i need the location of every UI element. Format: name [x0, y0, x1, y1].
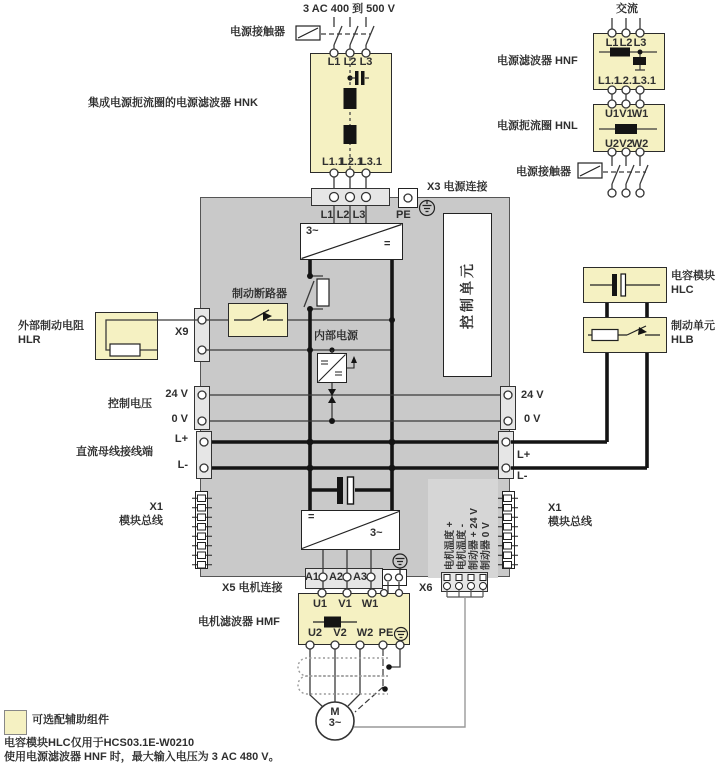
hlc-name: 电容模块: [671, 270, 715, 282]
hnf-terminal: L3: [633, 37, 647, 49]
x9-label: X9: [175, 326, 189, 338]
hmf-label: 电机滤波器 HMF: [198, 616, 280, 628]
hnk-terminal: L3: [359, 56, 373, 68]
x1-left-label: X1: [149, 501, 163, 513]
rectifier-ac-symbol: 3~: [306, 225, 319, 237]
x6-signal-motor-temp-plus: 电机温度 +: [445, 521, 456, 570]
v24-left: 24 V: [165, 388, 188, 400]
hmf-terminal: PE: [378, 627, 394, 639]
hnf-terminal: L1: [605, 37, 619, 49]
ac-label: 交流: [616, 3, 638, 15]
hlr-name: 外部制动电阻: [18, 320, 84, 332]
hmf-terminal: U2: [307, 627, 323, 639]
hnl-label: 电源扼流圈 HNL: [497, 120, 578, 132]
v24-right: 24 V: [521, 389, 544, 401]
input-terminal: L1: [320, 209, 334, 221]
hlc-symbol: [590, 274, 660, 296]
hnf-label: 电源滤波器 HNF: [497, 55, 578, 67]
chopper-label: 制动断路器: [232, 288, 287, 300]
hmf-internal-symbols: [313, 617, 357, 628]
control-voltage-label: 控制电压: [108, 398, 152, 410]
x6-label: X6: [419, 582, 433, 594]
hlb-code: HLB: [671, 334, 694, 346]
inverter-dc-symbol: =: [308, 511, 315, 523]
precharge-circuit: [304, 273, 329, 312]
hnl-internal-symbols: [599, 124, 657, 134]
rectifier-dc-symbol: =: [384, 238, 391, 250]
dc-bus-label: 直流母线接线端: [76, 446, 153, 458]
hmf-terminal: W1: [361, 598, 379, 610]
bus-capacitor-symbol: [337, 477, 354, 504]
lplus-left: L+: [174, 433, 188, 445]
supply-voltage-title: 3 AC 400 到 500 V: [303, 3, 395, 15]
internal-supply-label: 内部电源: [314, 330, 358, 342]
footnote-hnf: 使用电源滤波器 HNF 时，最大输入电压为 3 AC 480 V。: [4, 751, 280, 763]
hnk-terminal: L1.1: [321, 156, 345, 168]
motor-letter: M: [330, 706, 340, 718]
footnote-hlc: 电容模块HLC仅用于HCS03.1E-W0210: [4, 737, 195, 749]
v0-right: 0 V: [524, 413, 541, 425]
legend-optional-label: 可选配辅助组件: [32, 714, 109, 726]
hnf-terminal: L3.1: [633, 75, 657, 87]
hnl-terminal: V1: [619, 108, 633, 120]
hmf-terminal: V2: [333, 627, 347, 639]
v0-left: 0 V: [171, 413, 188, 425]
hlc-code: HLC: [671, 284, 694, 296]
pe-label: PE: [396, 209, 411, 221]
hnf-terminal: L2.1: [615, 75, 639, 87]
contactor-right-label: 电源接触器: [516, 166, 571, 178]
contactor-left-label: 电源接触器: [230, 26, 285, 38]
hmf-terminal: W2: [356, 627, 374, 639]
earth-symbols: [388, 200, 435, 641]
control-voltage-wires: [210, 395, 500, 421]
lminus-left: L-: [177, 459, 188, 471]
contactor-symbol-left: [296, 26, 320, 40]
hnf-terminal: L2: [619, 37, 633, 49]
control-unit-label: 控制单元: [459, 261, 475, 329]
hnk-internal-symbols: [344, 58, 370, 170]
hnf-terminal: L1.1: [597, 75, 621, 87]
x3-label: X3 电源连接: [427, 181, 488, 193]
x6-signal-brake-24v: 制动器 + 24 V: [469, 508, 480, 570]
input-terminal: L3: [352, 209, 366, 221]
hlr-code: HLR: [18, 334, 41, 346]
x5-label: X5 电机连接: [222, 582, 283, 594]
hnf-internal-symbols: [599, 48, 657, 71]
inverter-ac-symbol: 3~: [370, 527, 383, 539]
hnl-terminal: V2: [619, 138, 633, 150]
hnl-terminal: U1: [604, 108, 620, 120]
output-terminal: A3: [352, 571, 368, 583]
x6-pins: [444, 575, 487, 598]
output-terminal: A2: [328, 571, 344, 583]
hnl-terminal: U2: [604, 138, 620, 150]
contactor-symbol-right: [578, 163, 602, 178]
output-terminal: A1: [304, 571, 320, 583]
hnk-terminal: L2: [343, 56, 357, 68]
x1-right-label: X1: [548, 502, 562, 514]
x6-signal-brake-0v: 制动器 0 V: [481, 522, 492, 570]
hnk-terminal: L3.1: [359, 156, 383, 168]
module-bus-right-label: 模块总线: [548, 516, 592, 528]
hnk-terminal: L1: [327, 56, 341, 68]
hlb-symbol: [588, 326, 660, 341]
hnl-terminal: W2: [631, 138, 649, 150]
hmf-terminal: V1: [338, 598, 352, 610]
hnl-terminal: W1: [631, 108, 649, 120]
input-terminal: L2: [336, 209, 350, 221]
x6-signal-motor-temp-minus: 电机温度 -: [457, 523, 468, 570]
hlr-resistor-symbol: [110, 344, 140, 356]
module-bus-left-label: 模块总线: [119, 515, 163, 527]
hnk-terminal: L2.1: [340, 156, 364, 168]
internal-supply-symbols: [319, 347, 358, 424]
hlb-name: 制动单元: [671, 320, 715, 332]
hnk-label: 集成电源扼流圈的电源滤波器 HNK: [88, 97, 258, 109]
lplus-right: L+: [517, 449, 531, 461]
lminus-right: L-: [517, 470, 528, 482]
hmf-terminal: U1: [312, 598, 328, 610]
motor-phase: 3~: [328, 717, 342, 729]
chopper-transistor-symbol: [234, 310, 283, 321]
